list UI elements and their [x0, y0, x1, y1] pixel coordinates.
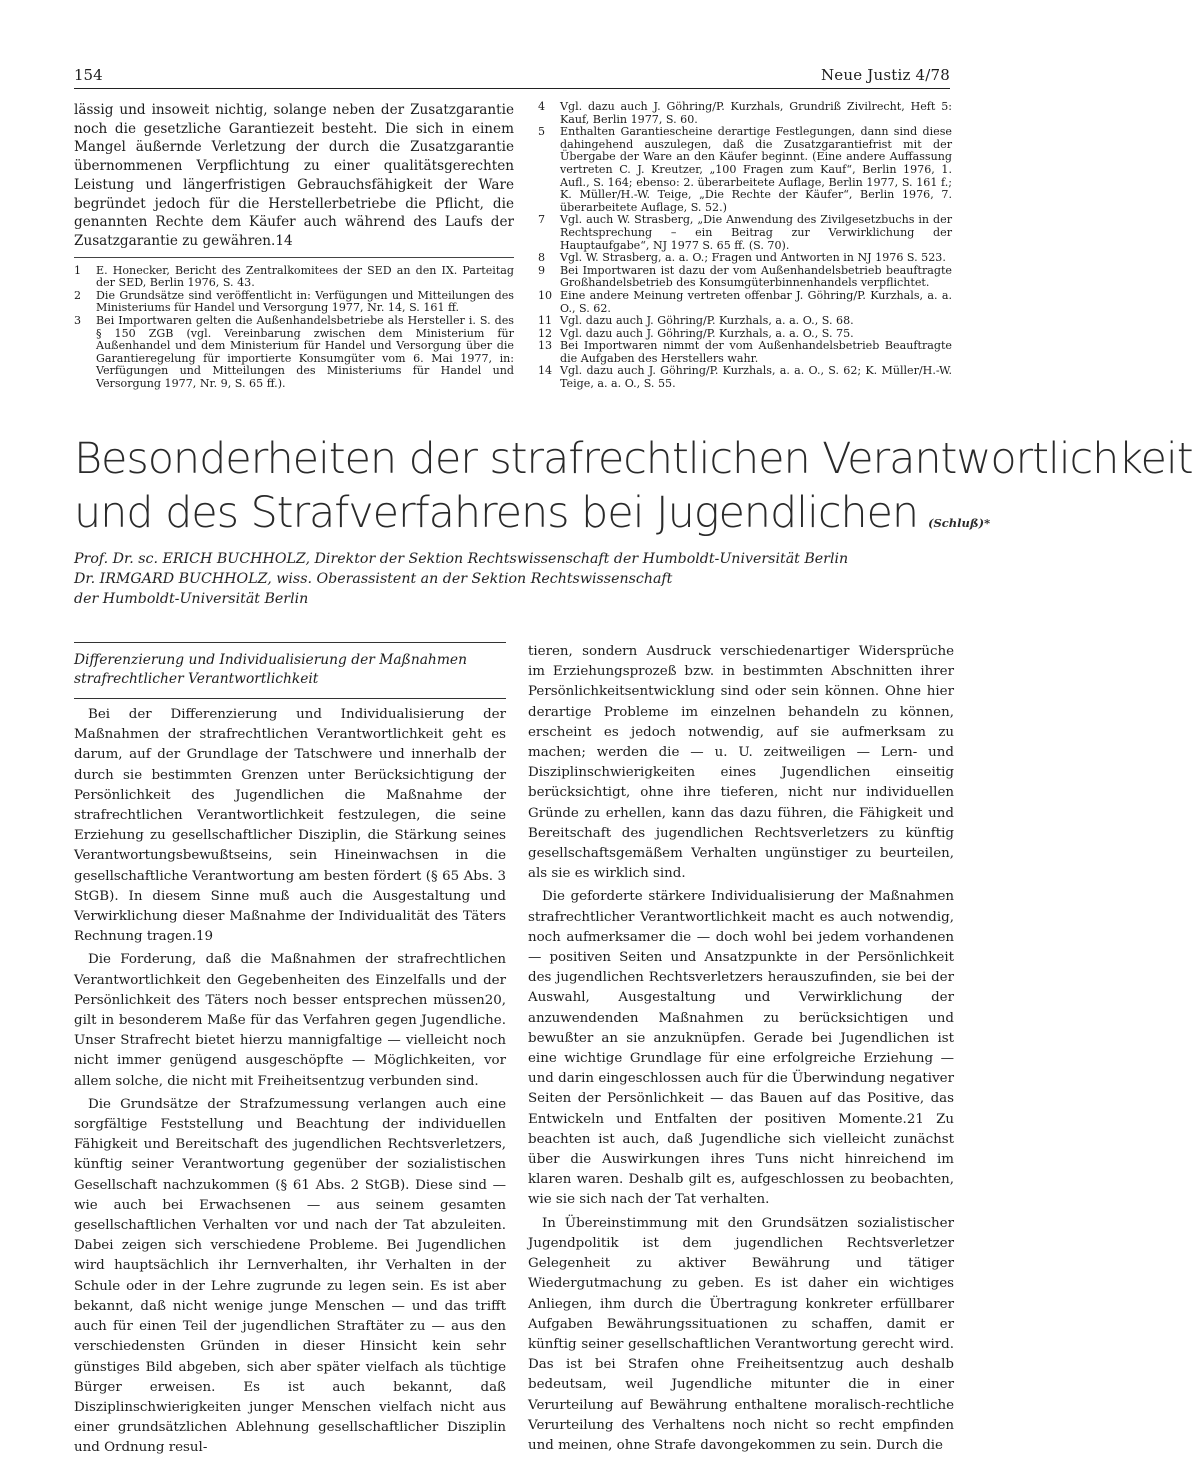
footnotes-right [538, 101, 952, 391]
footnote [538, 365, 952, 390]
footnote [538, 252, 952, 265]
footnote-number: 1 [74, 263, 82, 277]
footnote-text: Die Grundsätze sind veröffentlicht in: Verfügungen und Mitteilungen des Ministeriums für Handel und Versorgung 1977, Nr. 14, S. 161 ff. [96, 288, 514, 315]
section-rule-bottom [74, 698, 506, 699]
article-column-right [528, 642, 954, 1459]
footnote-text: Bei Importwaren gelten die Außenhandelsbetriebe als Hersteller i. S. des § 150 ZGB (vgl. Vereinbarung zwischen dem Ministerium für Außenhandel und dem Ministerium für Handel und Versorgung über die Garantieregelung für importierte Konsumgüter vom 6. Mai 1977, in: Verfügungen und Mitteilungen des Ministeriums für Handel und Versorgung 1977, Nr. 9, S. 65 ff.). [96, 314, 514, 390]
footnote-number: 11 [538, 314, 553, 328]
footnote-number: 10 [538, 288, 553, 302]
footnote [538, 290, 952, 315]
footnote-text: Vgl. dazu auch J. Göhring/P. Kurzhals, a. a. O., S. 68. [560, 314, 854, 328]
footnote-text: Vgl. dazu auch J. Göhring/P. Kurzhals, a. a. O., S. 62; K. Müller/H.-W. Teige, a. a. O., S. 55. [560, 364, 952, 391]
author-line-3: der Humboldt-Universität Berlin [74, 591, 309, 607]
footnote [538, 265, 952, 290]
footnotes-left [74, 265, 514, 391]
section-heading: Differenzierung und Individualisierung der Maßnahmen strafrechtlicher Verantwortlichkeit [74, 652, 467, 687]
body-paragraph: tieren, sondern Ausdruck verschiedenartiger Widersprüche im Erziehungsprozeß bzw. in bestimmten Abschnitten ihrer Persönlichkeitsentwicklung sind oder sein können. Ohne hier derartige Probleme im einzelnen behandeln zu können, erscheint es jedoch notwendig, auf sie aufmerksam zu machen; werden die — u. U. zeitweiligen — Lern- und Disziplinschwierigkeiten eines Jugendlichen einseitig berücksichtigt, ohne ihre tieferen, nicht nur individuellen Gründe zu erhellen, kann das dazu führen, die Fähigkeit und Bereitschaft des jugendlichen Rechtsverletzers zu künftig gesellschaftsgemäßem Verhalten ungünstiger zu beurteilen, als sie es wirklich sind. [528, 644, 954, 882]
page-header [74, 66, 950, 88]
footnote-text: Eine andere Meinung vertreten offenbar J. Göhring/P. Kurzhals, a. a. O., S. 62. [560, 288, 952, 315]
section-heading-box [74, 642, 506, 699]
article-title-suffix: (Schluß)* [928, 516, 991, 530]
footnote-number: 3 [74, 314, 82, 327]
footnote-rule [74, 257, 514, 258]
footnote-number: 5 [538, 125, 546, 139]
article-authors [74, 549, 952, 609]
footnote-text: E. Honecker, Bericht des Zentralkomitees der SED an den IX. Parteitag der SED, Berlin 1976, S. 43. [96, 263, 514, 290]
footnote-number: 4 [538, 100, 546, 113]
footnote-text: Vgl. auch W. Strasberg, „Die Anwendung des Zivilgesetzbuchs in der Rechtsprechung – ein Beitrag zur Verwirklichung der Hauptaufgabe“, NJ 1977 S. 65 ff. (S. 70). [560, 213, 952, 252]
footnote-number: 13 [538, 339, 553, 353]
page-number: 154 [74, 66, 103, 84]
closing-paragraph: lässig und insoweit nichtig, solange neben der Zusatzgarantie noch die gesetzliche Garantiezeit besteht. Die sich in einem Mangel äußernde Verletzung der durch die Zusatzgarantie übernommenen Verpflichtung zu einer qualitätsgerechten Leistung und längerfristigen Gebrauchsfähigkeit der Ware begründet jedoch für die Herstellerbetriebe die Pflicht, die genannten Rechte dem Käufer auch während des Laufs der Zusatzgarantie zu gewähren.14 [74, 102, 514, 249]
body-paragraph: In Übereinstimmung mit den Grundsätzen sozialistischer Jugendpolitik ist dem jugendlichen Rechtsverletzer Gelegenheit zu aktiver Bewährung und tätiger Wiedergutmachung zu geben. Es ist daher ein wichtiges Anliegen, ihm durch die Übertragung konkreter erfüllbarer Aufgaben Bewährungssituationen zu schaffen, damit er künftig seiner gesellschaftlichen Verantwortung gerecht wird. Das ist bei Strafen ohne Freiheitsentzug auch deshalb bedeutsam, weil Jugendliche mitunter die in einer Verurteilung auf Bewährung enthaltene moralisch-rechtliche Verurteilung des Verhaltens noch nicht so recht empfinden und meinen, ohne Strafe davongekommen zu sein. Durch die [528, 1215, 954, 1453]
article-column-left [74, 705, 506, 1462]
footnote [538, 315, 952, 328]
previous-article-end [74, 101, 514, 391]
footnote-text: Vgl. W. Strasberg, a. a. O.; Fragen und Antworten in NJ 1976 S. 523. [560, 251, 946, 265]
article-title [74, 432, 1192, 550]
footnote-number: 14 [538, 364, 553, 378]
footnote-number: 2 [74, 288, 82, 302]
article-title-line-1: Besonderheiten der strafrechtlichen Verantwortlichkeit [74, 434, 1192, 484]
author-line-2: Dr. IRMGARD BUCHHOLZ, wiss. Oberassistent an der Sektion Rechtswissenschaft [74, 571, 673, 587]
body-paragraph: Die Forderung, daß die Maßnahmen der strafrechtlichen Verantwortlichkeit den Gegebenheiten des Einzelfalls und der Persönlichkeit des Täters noch besser entsprechen müssen20, gilt in besonderem Maße für das Verfahren gegen Jugendliche. Unser Strafrecht bietet hierzu mannigfaltige — vielleicht noch nicht immer genügend ausgeschöpfte — Möglichkeiten, vor allem solche, die nicht mit Freiheitsentzug verbunden sind. [74, 952, 506, 1089]
body-paragraph: Bei der Differenzierung und Individualisierung der Maßnahmen der strafrechtlichen Verantwortlichkeit geht es darum, auf der Grundlage der Tatschwere und innerhalb der durch sie bestimmten Grenzen unter Berücksichtigung der Persönlichkeit des Jugendlichen die Maßnahme der strafrechtlichen Verantwortlichkeit festzulegen, die seine Erziehung zu gesellschaftlicher Disziplin, die Stärkung seines Verantwortungsbewußtseins, sein Hineinwachsen in die gesellschaftliche Verantwortung am besten fördert (§ 65 Abs. 3 StGB). In diesem Sinne muß auch die Ausgestaltung und Verwirklichung dieser Maßnahme der Individualität des Täters Rechnung tragen.19 [74, 707, 506, 945]
footnote-text: Vgl. dazu auch J. Göhring/P. Kurzhals, a. a. O., S. 75. [560, 326, 854, 340]
article-title-line-2 [74, 486, 991, 550]
footnote-text: Bei Importwaren nimmt der vom Außenhandelsbetrieb Beauftragte die Aufgaben des Herstellers wahr. [560, 339, 952, 365]
footnote [538, 101, 952, 126]
footnote [538, 214, 952, 252]
footnote [74, 290, 514, 315]
footnote-text: Bei Importwaren ist dazu der vom Außenhandelsbetrieb beauftragte Großhandelsbetrieb des Konsumgüterbinnenhandels verpflichtet. [560, 263, 952, 290]
footnote-number: 9 [538, 263, 546, 277]
footnote-text: Vgl. dazu auch J. Göhring/P. Kurzhals, Grundriß Zivilrecht, Heft 5: Kauf, Berlin 1977, S. 60. [560, 100, 952, 126]
footnote [74, 265, 514, 290]
header-rule [74, 88, 950, 89]
journal-issue: Neue Justiz 4/78 [820, 66, 950, 84]
footnote [74, 315, 514, 391]
body-paragraph: Die Grundsätze der Strafzumessung verlangen auch eine sorgfältige Feststellung und Beachtung der individuellen Fähigkeit und Bereitschaft des jugendlichen Rechtsverletzers, künftig seiner Verantwortung gegenüber der sozialistischen Gesellschaft nachzukommen (§ 61 Abs. 2 StGB). Diese sind — wie auch bei Erwachsenen — aus seinem gesamten gesellschaftlichen Verhalten vor und nach der Tat abzuleiten. Dabei zeigen sich verschiedene Probleme. Bei Jugendlichen wird hauptsächlich ihr Lernverhalten, ihr Verhalten in der Schule oder in der Lehre zugrunde zu legen sein. Es ist aber bekannt, daß nicht wenige junge Menschen — und das trifft auch für einen Teil der jugendlichen Straftäter zu — aus den verschiedensten Gründen in dieser Hinsicht kein sehr günstiges Bild abgeben, sich aber später vielfach als tüchtige Bürger erweisen. Es ist auch bekannt, daß Disziplinschwierigkeiten junger Menschen vielfach nicht aus einer grundsätzlichen Ablehnung gesellschaftlicher Disziplin und Ordnung resul- [74, 1096, 506, 1456]
author-line-1: Prof. Dr. sc. ERICH BUCHHOLZ, Direktor der Sektion Rechtswissenschaft der Humboldt-Universität Berlin [74, 551, 849, 567]
article-title-line-2-text: und des Strafverfahrens bei Jugendlichen [74, 488, 919, 538]
footnote [538, 126, 952, 214]
footnote [538, 340, 952, 365]
footnote-number: 8 [538, 251, 546, 265]
body-paragraph: Die geforderte stärkere Individualisierung der Maßnahmen strafrechtlicher Verantwortlichkeit macht es auch notwendig, noch aufmerksamer die — doch wohl bei jedem vorhandenen — positiven Seiten und Ansatzpunkte in der Persönlichkeit des jugendlichen Rechtsverletzers herauszufinden, sie bei der Auswahl, Ausgestaltung und Verwirklichung der anzuwendenden Maßnahmen zu berücksichtigen und bewußter an sie anzuknüpfen. Gerade bei Jugendlichen ist eine wichtige Grundlage für eine erfolgreiche Erziehung — und darin eingeschlossen auch für die Überwindung negativer Seiten der Persönlichkeit — das Bauen auf das Positive, das Entwickeln und Entfalten der positiven Momente.21 Zu beachten ist auch, daß Jugendliche sich vielleicht zunächst über die Auswirkungen ihres Tuns nicht hinreichend im klaren waren. Deshalb gilt es, aufgeschlossen zu beobachten, wie sie sich nach der Tat verhalten. [528, 889, 954, 1208]
footnotes-right-column [538, 101, 952, 391]
footnote-number: 12 [538, 326, 553, 340]
footnote-text: Enthalten Garantiescheine derartige Festlegungen, dann sind diese dahingehend auszulegen, daß die Zusatzgarantiefrist mit der Übergabe der Ware an den Käufer beginnt. (Eine andere Auffassung vertreten C. J. Kreutzer, „100 Fragen zum Kauf“, Berlin 1976, 1. Aufl., S. 164; ebenso: 2. überarbeitete Auflage, Berlin 1977, S. 161 f.; K. Müller/H.-W. Teige, „Die Rechte der Käufer“, Berlin 1976, 7. überarbeitete Auflage, S. 52.) [560, 125, 952, 214]
footnote-number: 7 [538, 213, 546, 227]
